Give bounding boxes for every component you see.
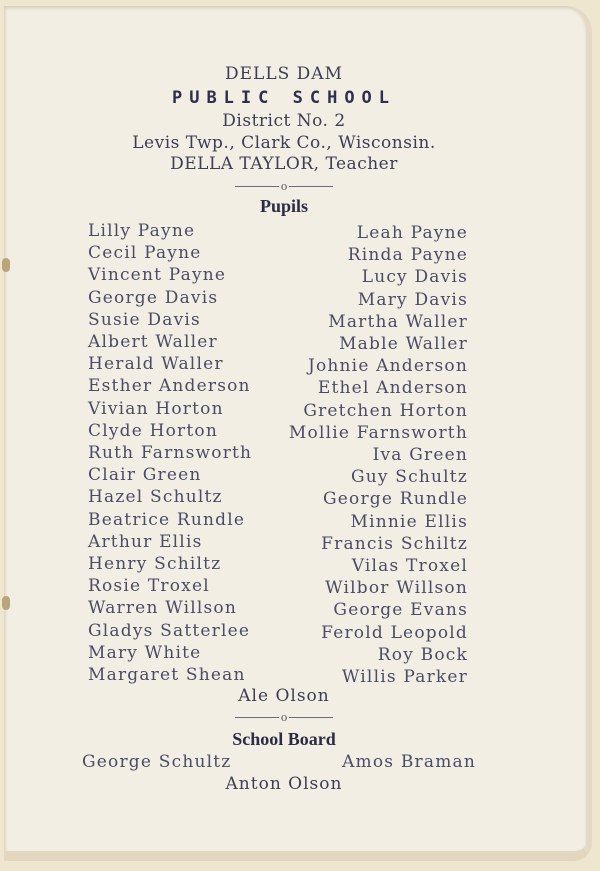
- pupil-name: Arthur Ellis: [88, 532, 203, 552]
- pupil-name: Vincent Payne: [88, 265, 227, 285]
- pupil-name: Vilas Troxel: [351, 556, 468, 576]
- pupil-name: Gladys Satterlee: [88, 621, 251, 641]
- binding-hole: [2, 596, 10, 610]
- pupil-name: George Evans: [333, 600, 468, 620]
- pupil-name: Margaret Shean: [88, 665, 246, 685]
- pupil-name: Lilly Payne: [88, 221, 196, 241]
- divider: o: [4, 179, 564, 193]
- pupil-name: Rinda Payne: [347, 245, 468, 265]
- pupil-name: Iva Green: [372, 445, 468, 465]
- school-name-line2: PUBLIC SCHOOL: [171, 88, 397, 108]
- pupil-name: Herald Waller: [88, 354, 224, 374]
- teacher-line: DELLA TAYLOR, Teacher: [170, 154, 398, 174]
- pupil-name: Johnie Anderson: [307, 356, 468, 376]
- pupil-name: Minnie Ellis: [350, 512, 468, 532]
- pupil-name: Willis Parker: [341, 667, 468, 687]
- pupil-name-last: Ale Olson: [238, 686, 330, 706]
- pupil-name: Martha Waller: [328, 312, 468, 332]
- pupil-name: Mary White: [88, 643, 202, 663]
- divider: o: [4, 710, 564, 724]
- pupil-name: Esther Anderson: [88, 376, 251, 396]
- pupil-name: Mary Davis: [357, 290, 468, 310]
- pupil-name: George Rundle: [322, 489, 468, 509]
- pupils-title: Pupils: [259, 196, 309, 216]
- pupil-name: Ferold Leopold: [321, 623, 468, 643]
- pupil-name: Vivian Horton: [88, 399, 224, 419]
- pupil-name: Ethel Anderson: [317, 378, 468, 398]
- pupil-name: Susie Davis: [88, 310, 201, 330]
- pupil-name: Lucy Davis: [361, 267, 468, 287]
- school-board-title: School Board: [232, 729, 336, 749]
- pupil-name: Leah Payne: [356, 223, 468, 243]
- pupil-name: Hazel Schultz: [88, 487, 223, 507]
- pupil-name: Gretchen Horton: [303, 401, 468, 421]
- pupil-name: George Davis: [88, 288, 219, 308]
- binding-hole: [2, 258, 10, 272]
- location-line: Levis Twp., Clark Co., Wisconsin.: [132, 133, 436, 153]
- pupil-name: Wilbor Willson: [325, 578, 468, 598]
- pupil-name: Clair Green: [88, 465, 202, 485]
- pupil-name: Mable Waller: [339, 334, 468, 354]
- pupil-name: Albert Waller: [88, 332, 218, 352]
- paper-card: [4, 6, 592, 861]
- pupil-name: Roy Bock: [377, 645, 468, 665]
- board-member: Anton Olson: [225, 774, 343, 794]
- pupil-name: Rosie Troxel: [88, 576, 210, 596]
- pupil-name: Cecil Payne: [88, 243, 202, 263]
- pupil-name: Beatrice Rundle: [88, 510, 246, 530]
- pupil-name: Francis Schiltz: [321, 534, 468, 554]
- pupil-name: Clyde Horton: [88, 421, 218, 441]
- board-member: Amos Braman: [342, 752, 476, 772]
- pupil-name: Mollie Farnsworth: [288, 423, 468, 443]
- pupil-name: Henry Schiltz: [88, 554, 222, 574]
- board-member: George Schultz: [82, 752, 232, 772]
- district-line: District No. 2: [222, 111, 346, 131]
- school-name-line1: DELLS DAM: [225, 64, 343, 84]
- pupil-name: Ruth Farnsworth: [88, 443, 253, 463]
- pupil-name: Guy Schultz: [350, 467, 468, 487]
- pupil-name: Warren Willson: [88, 598, 237, 618]
